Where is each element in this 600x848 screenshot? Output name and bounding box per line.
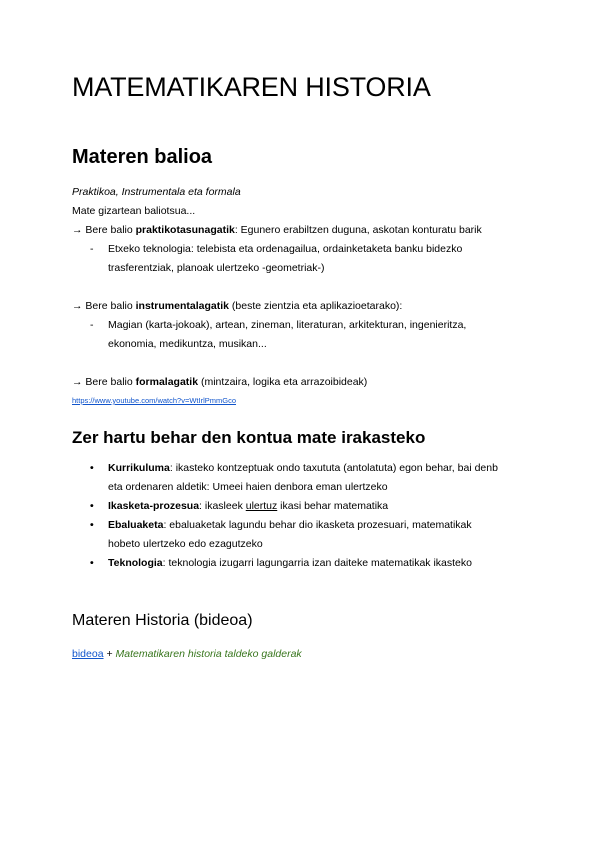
youtube-link[interactable]: https://www.youtube.com/watch?v=WtIrlPmmGco	[72, 396, 237, 405]
section-subtitle: Praktikoa, Instrumentala eta formala	[72, 186, 241, 198]
intro-text: Mate gizartean baliotsua...	[72, 205, 196, 217]
bullet-text-continued: trasferentziak, planoak ulertzeko -geometriak-)	[108, 262, 325, 274]
item-rest: ikasi behar matematika	[277, 500, 389, 512]
list-item-ikasketa-prozesua	[108, 499, 388, 513]
bullet-text: Magian (karta-jokoak), artean, zineman, literaturan, arkitekturan, ingenieritza,	[108, 319, 467, 331]
section-heading-historia-bideoa: Materen Historia (bideoa)	[72, 612, 253, 629]
item-rest: : ebaluaketak lagundu behar dio ikasketa prozesuari, matematikak	[163, 519, 472, 531]
list-item-continued: eta ordenaren aldetik: Umeei haien denbora eman ulertzeko	[108, 481, 388, 493]
bullet-dot: •	[90, 462, 94, 474]
questions-text: Matematikaren historia taldeko galderak	[115, 648, 302, 660]
document-title: MATEMATIKAREN HISTORIA	[72, 72, 431, 102]
bold-term: Kurrikuluma	[108, 462, 170, 474]
plus-sign: +	[103, 648, 116, 660]
arrow-prefix: → Bere balio	[72, 376, 136, 388]
paragraph-rest: (mintzaira, logika eta arrazoibideak)	[198, 376, 368, 388]
list-item-teknologia	[108, 556, 472, 570]
bold-term: Ikasketa-prozesua	[108, 500, 200, 512]
bullet-text: Etxeko teknologia: telebista eta ordenagailua, ordainketaketa banku bidezko	[108, 243, 463, 255]
paragraph-formal	[72, 375, 367, 389]
underlined-word: ulertuz	[245, 500, 278, 512]
video-line	[72, 647, 302, 661]
section-heading-irakasteko: Zer hartu behar den kontua mate irakasteko	[72, 428, 426, 447]
bold-term: formalagatik	[135, 376, 199, 388]
video-link[interactable]: bideoa	[72, 648, 104, 660]
arrow-prefix: → Bere balio	[72, 224, 136, 236]
paragraph-instrumental	[72, 299, 402, 313]
item-rest: : ikasleek	[199, 500, 246, 512]
bullet-dot: •	[90, 500, 94, 512]
bullet-text-continued: ekonomia, medikuntza, musikan...	[108, 338, 267, 350]
bold-term: Ebaluaketa	[108, 519, 164, 531]
bold-term: Teknologia	[108, 557, 163, 569]
bold-term: praktikotasunagatik	[135, 224, 235, 236]
bold-term: instrumentalagatik	[135, 300, 229, 312]
bullet-dot: •	[90, 519, 94, 531]
arrow-prefix: → Bere balio	[72, 300, 136, 312]
list-item-continued: hobeto ulertzeko edo ezagutzeko	[108, 538, 263, 550]
dash-bullet: -	[90, 243, 94, 255]
item-rest: : teknologia izugarri lagungarria izan daiteke matematikak ikasteko	[162, 557, 472, 569]
paragraph-rest: : Egunero erabiltzen duguna, askotan konturatu barik	[234, 224, 482, 236]
section-heading-materen-balioa: Materen balioa	[72, 146, 213, 168]
list-item-kurrikuluma	[108, 461, 498, 475]
paragraph-rest: (beste zientzia eta aplikazioetarako):	[228, 300, 403, 312]
paragraph-praktiko	[72, 223, 482, 237]
item-rest: : ikasteko kontzeptuak ondo taxututa (antolatuta) egon behar, bai denb	[169, 462, 498, 474]
dash-bullet: -	[90, 319, 94, 331]
list-item-ebaluaketa	[108, 518, 472, 532]
bullet-dot: •	[90, 557, 94, 569]
